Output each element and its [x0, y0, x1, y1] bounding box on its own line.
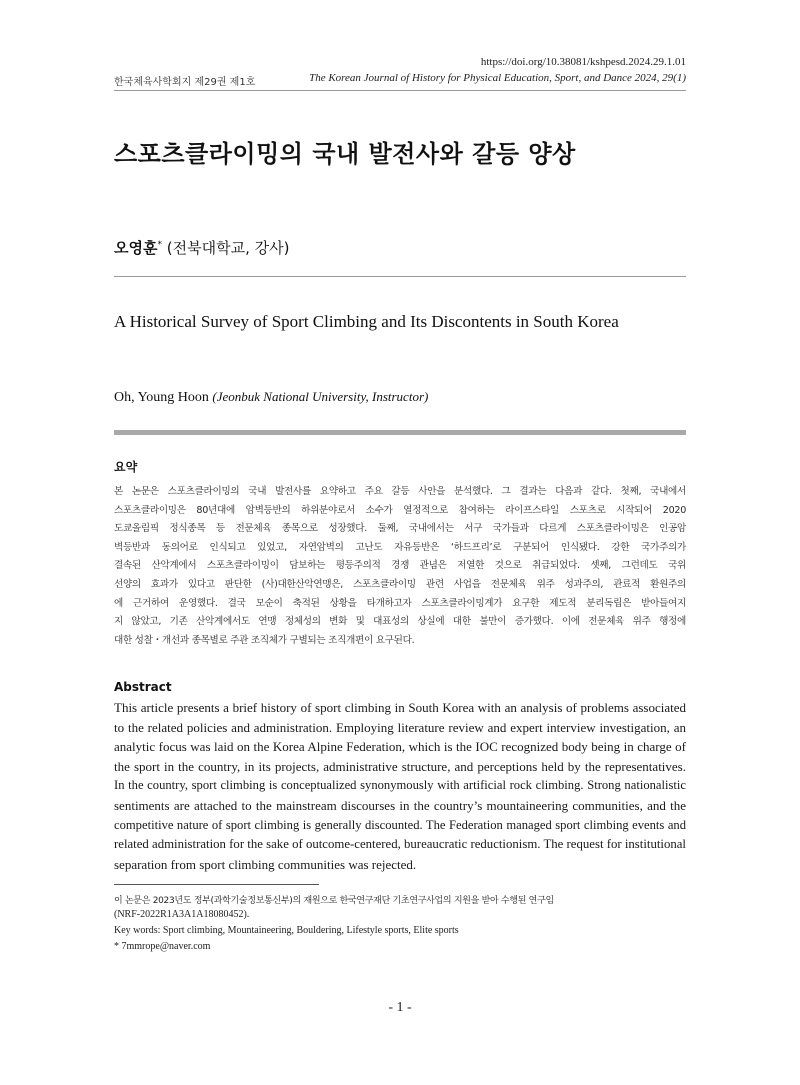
abstract-korean-line: 벽등반과 동의어로 인식되고 있었고, 자연암벽의 고난도 자유등반은 ‘하드프리’로 구분되어 인식됐다. 강한 국가주의가 [114, 541, 686, 553]
abstract-english-line: the sport in the country, in its projects, administrative structure, and perceptions held by the representatives. [114, 758, 686, 774]
journal-name-english: The Korean Journal of History for Physical Education, Sport, and Dance 2024, 29(1) [309, 72, 686, 84]
footnote-keywords: Key words: Sport climbing, Mountaineering, Bouldering, Lifestyle sports, Elite sports [114, 925, 459, 936]
abstract-korean-line: 에 근거하여 운영했다. 결국 모순이 축적된 상황을 타개하고자 스포츠클라이밍계가 요구한 제도적 분리독립은 받아들여지 [114, 597, 686, 609]
abstract-korean-line: 도쿄올림픽 정식종목 등 전문체육 종목으로 성장했다. 둘째, 국내에서는 서구 국가들과 다르게 스포츠클라이밍은 인공암 [114, 523, 686, 535]
abstract-korean-body [114, 483, 686, 650]
footnote-email[interactable]: * 7mmrope@naver.com [114, 941, 211, 952]
abstract-english-line: competitive nature of sport climbing is generally discounted. The Federation managed sport climbing events and [114, 817, 686, 832]
author-name: 오영훈 [114, 239, 158, 257]
author-affiliation-english: (Jeonbuk National University, Instructor) [212, 389, 429, 404]
doi-link[interactable]: https://doi.org/10.38081/kshpesd.2024.29.1.01 [480, 56, 686, 68]
section-divider [114, 430, 686, 435]
author-name-english: Oh, Young Hoon [114, 390, 209, 405]
abstract-english-line: analytic focus was laid on the Korea Alpine Federation, which is the IOC recognized body being in charge of [114, 739, 686, 755]
paper-title-english: A Historical Survey of Sport Climbing and Its Discontents in South Korea [114, 312, 619, 331]
abstract-english-line: In the country, sport climbing is conceptualized synonymously with artificial rock climbing. Strong nationalistic [114, 778, 686, 793]
abstract-korean-line: 스포츠클라이밍은 80년대에 암벽등반의 하위분야로서 소수가 열정적으로 참여하는 라이프스타일 스포츠로 시작되어 2020 [114, 504, 686, 516]
abstract-english-line: to the related policies and administration. Employing literature review and expert interview investigation, an [114, 719, 686, 735]
header-divider [114, 90, 686, 91]
abstract-korean-line: 결속된 산악계에서 스포츠클라이밍이 담보하는 평등주의적 경쟁 관념은 저열한 것으로 취급되었다. 셋째, 그런데도 국위 [114, 560, 686, 572]
abstract-korean-line: 지 않았고, 기존 산악계에서도 연맹 정체성의 변화 및 대표성의 상실에 대한 불만이 증가했다. 이에 전문체육 위주 행정에 [114, 616, 686, 628]
author-affiliation: (전북대학교, 강사) [166, 239, 290, 257]
footnote-grant: (NRF-2022R1A3A1A18080452). [114, 909, 250, 920]
author-korean [114, 237, 289, 258]
journal-name-korean: 한국체육사학회지 제29권 제1호 [114, 77, 256, 88]
paper-title-korean: 스포츠클라이밍의 국내 발전사와 갈등 양상 [114, 140, 576, 168]
title-divider [114, 276, 686, 277]
abstract-korean-line: 선양의 효과가 있다고 판단한 (사)대한산악연맹은, 스포츠클라이밍 관련 사업을 전문체육 위주 성과주의, 관료적 환원주의 [114, 578, 686, 590]
abstract-korean-line: 본 논문은 스포츠클라이밍의 국내 발전사를 요약하고 주요 갈등 사안을 분석했다. 그 결과는 다음과 같다. 첫째, 국내에서 [114, 486, 686, 497]
abstract-english-line: sentiments are attached to the mainstream discourses in the country’s mountaineering communities, and the [114, 797, 686, 813]
page-number: - 1 - [388, 1000, 412, 1015]
author-mark: * [157, 240, 162, 250]
footnote-divider [114, 884, 319, 885]
abstract-korean-line: 대한 성찰・개선과 종목별로 주관 조직체가 구별되는 조직개편이 요구된다. [114, 634, 415, 646]
abstract-korean-heading: 요약 [114, 460, 138, 474]
author-english [114, 389, 428, 406]
footnote-funding: 이 논문은 2023년도 정부(과학기술정보통신부)의 재원으로 한국연구재단 기초연구사업의 지원을 받아 수행된 연구임 [114, 896, 554, 906]
abstract-english-line: related administration for the sake of outcome-centered, bureaucratic reductionism. The request for institutional [114, 837, 686, 852]
abstract-english-line: separation from sport climbing communities was rejected. [114, 856, 417, 872]
abstract-english-heading: Abstract [114, 680, 172, 694]
abstract-english-line: This article presents a brief history of sport climbing in South Korea with an analysis of problems associated [114, 700, 686, 715]
abstract-english-body [114, 698, 686, 874]
